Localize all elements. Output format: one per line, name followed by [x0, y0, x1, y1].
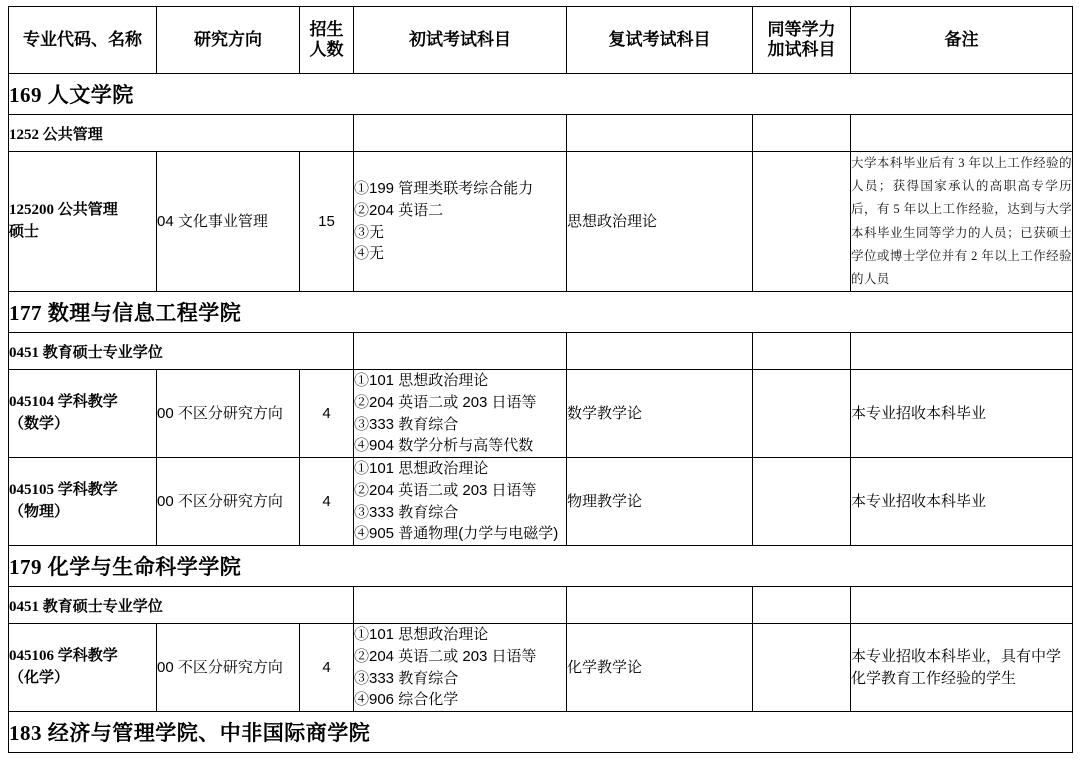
- program-blank-cell: [354, 587, 567, 624]
- cell-research-direction: 04 文化事业管理: [157, 152, 300, 292]
- subject-item: ③无: [354, 223, 385, 241]
- program-blank-cell: [567, 333, 753, 370]
- major-code-line1: 045104 学科教学: [9, 393, 118, 410]
- cell-remark: 本专业招收本科毕业: [851, 458, 1073, 546]
- cell-first-exam-subjects: [354, 370, 567, 458]
- section-title-econ-mgmt: 183 经济与管理学院、中非国际商学院: [9, 712, 1073, 753]
- program-blank-cell: [567, 115, 753, 152]
- section-header-row: [9, 546, 1073, 587]
- section-title-chem-life: 179 化学与生命科学学院: [9, 546, 1073, 587]
- cell-major-code-name: [9, 458, 157, 546]
- program-blank-cell: [753, 333, 851, 370]
- program-blank-cell: [354, 115, 567, 152]
- cell-retest-subject: 思想政治理论: [567, 152, 753, 292]
- program-blank-cell: [851, 115, 1073, 152]
- major-code-line2: （数学）: [9, 415, 70, 432]
- program-blank-cell: [851, 587, 1073, 624]
- table-header-row: [9, 7, 1073, 74]
- header-extra-exam-line2: 加试科目: [767, 40, 836, 59]
- table-row: [9, 624, 1073, 712]
- cell-major-code-name: [9, 152, 157, 292]
- subject-item: ①101 思想政治理论: [354, 626, 489, 643]
- major-code-line1: 125200 公共管理: [9, 201, 118, 218]
- cell-extra-exam: [753, 458, 851, 546]
- remark-text: 大学本科毕业后有 3 年以上工作经验的人员；获得国家承认的高职高专学历后，有 5 年以上工作经验，达到与大学本科毕业生同等学力的人员；已获硕士学位或博士学位并有 2 年以上工作经验的人员: [851, 156, 1072, 286]
- program-blank-cell: [354, 333, 567, 370]
- cell-research-direction: 00 不区分研究方向: [157, 370, 300, 458]
- program-title-education-master: 0451 教育硕士专业学位: [9, 333, 354, 370]
- subject-item: ②204 英语二或 203 日语等: [354, 393, 537, 411]
- program-header-row: [9, 587, 1073, 624]
- section-header-row: [9, 292, 1073, 333]
- header-enroll-count-line2: 人数: [309, 40, 344, 59]
- header-enroll-count-line1: 招生: [309, 19, 344, 39]
- major-code-line2: （化学）: [9, 669, 70, 686]
- cell-extra-exam: [753, 152, 851, 292]
- subject-item: ②204 英语二: [354, 201, 444, 219]
- section-header-row: [9, 74, 1073, 115]
- cell-extra-exam: [753, 370, 851, 458]
- program-blank-cell: [753, 587, 851, 624]
- header-major-code-name: 专业代码、名称: [9, 7, 157, 74]
- section-title-math-info: 177 数理与信息工程学院: [9, 292, 1073, 333]
- cell-enroll-count: 15: [300, 152, 354, 292]
- cell-first-exam-subjects: [354, 624, 567, 712]
- cell-first-exam-subjects: [354, 152, 567, 292]
- header-enroll-count: [300, 7, 354, 74]
- program-blank-cell: [851, 333, 1073, 370]
- program-title-public-admin: 1252 公共管理: [9, 115, 354, 152]
- header-extra-exam-subjects: [753, 7, 851, 74]
- program-title-education-master: 0451 教育硕士专业学位: [9, 587, 354, 624]
- program-blank-cell: [753, 115, 851, 152]
- subject-item: ④904 数学分析与高等代数: [354, 437, 534, 455]
- remark-line1: 本专业招收本科毕业，具有中学: [851, 647, 1062, 665]
- table-row: [9, 370, 1073, 458]
- program-header-row: [9, 333, 1073, 370]
- cell-retest-subject: 化学教学论: [567, 624, 753, 712]
- subject-item: ④无: [354, 245, 385, 263]
- header-extra-exam-line1: 同等学力: [767, 19, 836, 39]
- subject-item: ②204 英语二或 203 日语等: [354, 647, 537, 665]
- major-code-line1: 045105 学科教学: [9, 481, 118, 498]
- header-remark: 备注: [851, 7, 1073, 74]
- program-blank-cell: [567, 587, 753, 624]
- subject-item: ①199 管理类联考综合能力: [354, 180, 534, 197]
- cell-retest-subject: 数学教学论: [567, 370, 753, 458]
- major-code-line1: 045106 学科教学: [9, 647, 118, 664]
- cell-enroll-count: 4: [300, 370, 354, 458]
- remark-line2: 化学教育工作经验的学生: [851, 669, 1017, 687]
- cell-enroll-count: 4: [300, 624, 354, 712]
- subject-item: ③333 教育综合: [354, 503, 459, 521]
- subject-item: ①101 思想政治理论: [354, 372, 489, 389]
- header-first-exam-subjects: 初试考试科目: [354, 7, 567, 74]
- subject-item: ④906 综合化学: [354, 691, 459, 709]
- cell-remark: [851, 152, 1073, 292]
- cell-research-direction: 00 不区分研究方向: [157, 624, 300, 712]
- cell-major-code-name: [9, 370, 157, 458]
- major-code-line2: 硕士: [9, 223, 40, 240]
- admission-catalog-table: [8, 6, 1073, 753]
- cell-extra-exam: [753, 624, 851, 712]
- header-retest-subjects: 复试考试科目: [567, 7, 753, 74]
- major-code-line2: （物理）: [9, 503, 70, 520]
- subject-item: ②204 英语二或 203 日语等: [354, 481, 537, 499]
- subject-item: ③333 教育综合: [354, 669, 459, 687]
- program-header-row: [9, 115, 1073, 152]
- section-title-humanities: 169 人文学院: [9, 74, 1073, 115]
- header-research-direction: 研究方向: [157, 7, 300, 74]
- cell-research-direction: 00 不区分研究方向: [157, 458, 300, 546]
- subject-item: ①101 思想政治理论: [354, 460, 489, 477]
- cell-retest-subject: 物理教学论: [567, 458, 753, 546]
- subject-item: ③333 教育综合: [354, 415, 459, 433]
- cell-first-exam-subjects: [354, 458, 567, 546]
- table-row: [9, 152, 1073, 292]
- subject-item: ④905 普通物理(力学与电磁学): [354, 525, 559, 543]
- cell-remark: [851, 624, 1073, 712]
- cell-major-code-name: [9, 624, 157, 712]
- section-header-row: [9, 712, 1073, 753]
- cell-remark: 本专业招收本科毕业: [851, 370, 1073, 458]
- table-row: [9, 458, 1073, 546]
- cell-enroll-count: 4: [300, 458, 354, 546]
